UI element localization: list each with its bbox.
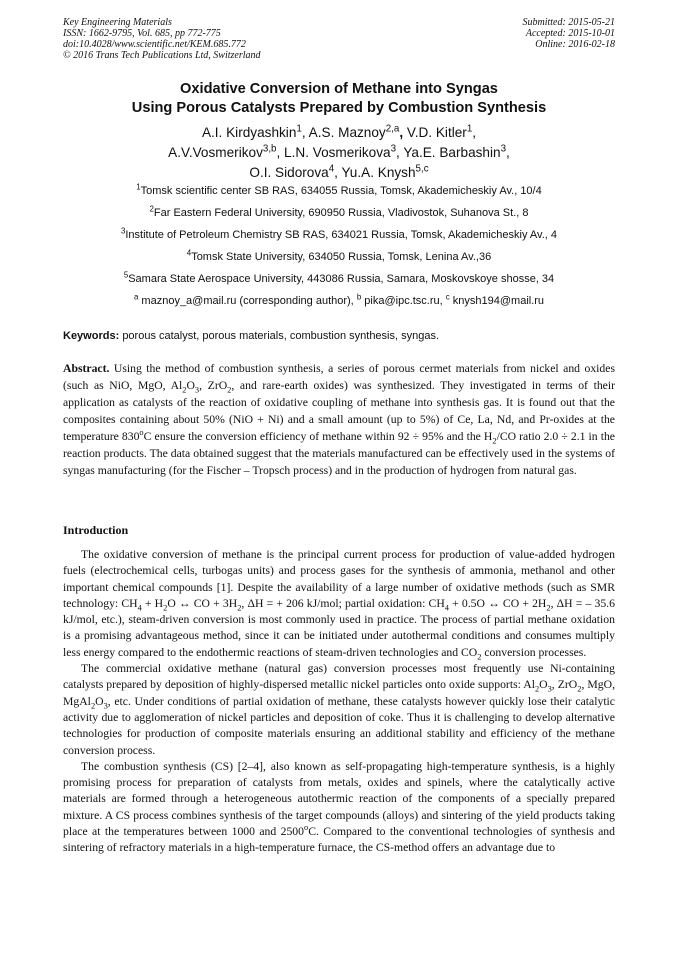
title-line-1: Oxidative Conversion of Methane into Syngas bbox=[180, 81, 498, 97]
keywords bbox=[63, 329, 615, 343]
email-b[interactable]: pika@ipc.tsc.ru, bbox=[364, 295, 443, 307]
author-line-2: A.V.Vosmerikov$^{3,b}$, L.N. Vosmerikova$^3$, Ya.E. Barbashin$^3$, bbox=[168, 143, 510, 160]
author-affil-mark: 1 bbox=[466, 123, 473, 135]
author-name: A.V.Vosmerikov bbox=[168, 145, 263, 160]
author-affil-mark: 4 bbox=[328, 163, 335, 175]
author-line-3: O.I. Sidorova$^4$, Yu.A. Knysh$^{5,c}$ bbox=[249, 163, 429, 180]
keywords-label: Keywords: bbox=[63, 330, 120, 342]
submitted-date: Submitted: 2015-05-21 bbox=[522, 17, 615, 28]
author-name: O.I. Sidorova bbox=[249, 165, 329, 180]
affiliation-item: $^2$Far Eastern Federal University, 690950 Russia, Vladivostok, Suhanova St., 8 bbox=[149, 204, 529, 219]
paper-title bbox=[50, 80, 628, 118]
author-affil-mark: 2,a bbox=[385, 123, 400, 135]
title-line-2: Using Porous Catalysts Prepared by Combustion Synthesis bbox=[131, 100, 547, 116]
author-affil-mark: 3,b bbox=[262, 143, 277, 155]
affiliation-item: $^3$Institute of Petroleum Chemistry SB RAS, 634021 Russia, Tomsk, Akademicheskiy Av., 4 bbox=[120, 226, 558, 241]
journal-info bbox=[63, 17, 261, 61]
email-line: $^a$ maznoy_a@mail.ru (corresponding author), $^b$ pika@ipc.tsc.ru, $^c$ knysh194@mail.ru bbox=[133, 292, 545, 307]
paragraph: The combustion synthesis (CS) [2–4], also known as self-propagating high-temperature synthesis, is a highly promising process for preparation of catalysts from metals, oxides and spinels, where the catalytically active materials are formed through a heterogeneous autothermic reaction of the components of a specially prepared mixture. A CS process combines synthesis of the target compounds (alloys) and sintering of the yield products taking place at the temperatures between 1000 and 2500$^o$C. Compared to the conventional technologies of synthesis and sintering of refractory materials in a high-temperature furnace, the CS-method offers an advantage due to bbox=[63, 759, 615, 855]
author-name: L.N. Vosmerikova bbox=[284, 145, 391, 160]
copyright-line: © 2016 Trans Tech Publications Ltd, Switzerland bbox=[63, 50, 261, 61]
author-name: Yu.A. Knysh bbox=[341, 165, 416, 180]
paragraph: The commercial oxidative methane (natural gas) conversion processes most frequently use Ni-containing catalysts prepared by deposition of highly-dispersed metallic nickel particles onto oxide supports: $Al_2O_3$, ZrO$_2$, MgO, $MgAl_2O_3$, etc. Under conditions of partial oxidation of methane, these catalysts however quickly lose their catalytic activity due to agglomeration of nickel particles and deposition of coke. Thus it is challenging to develop alternative technologies for production of composite materials ensuring an additional stability and efficiency of the methane conversion process. bbox=[63, 662, 615, 757]
affiliation-item: $^1$Tomsk scientific center SB RAS, 634055 Russia, Tomsk, Akademicheskiy Av., 10/4 bbox=[136, 182, 542, 197]
affiliation-item: $^4$Tomsk State University, 634050 Russia, Tomsk, Lenina Av.,36 bbox=[186, 248, 492, 263]
affiliations bbox=[30, 183, 648, 315]
online-date: Online: 2016-02-18 bbox=[535, 39, 615, 50]
author-name: A.I. Kirdyashkin bbox=[201, 125, 297, 140]
author-name: A.S. Maznoy bbox=[308, 125, 386, 140]
email-a[interactable]: maznoy_a@mail.ru (corresponding author), bbox=[141, 295, 354, 307]
author-affil-mark: 5,c bbox=[415, 163, 429, 175]
author-list bbox=[40, 123, 638, 183]
accepted-date: Accepted: 2015-10-01 bbox=[525, 28, 615, 39]
introduction-body bbox=[63, 547, 615, 857]
publication-dates bbox=[523, 17, 616, 50]
paragraph: The oxidative conversion of methane is the principal current process for production of value-added hydrogen fuels (electrochemical cells, turbogas units) and process gases for the synthesis of ammonia, methanol and other important chemical compounds [1]. Despite the availability of a large number of oxidative methods (such as SMR technology: $CH_4 + H_2O$ ↔ CO + $3H_2$, ΔH = + 206 kJ/mol; partial oxidation: $CH_4 + 0.5O$ ↔ CO + $2H_2$, ΔH = – 35.6 kJ/mol, etc.), steam-driven conversion is most commonly used in practice. The process of partial methane oxidation is a promising advantageous method, since it can be initiated under autothermal conditions and consumes multiply less energy compared to the endothermic reactions of steam-driven technologies and $CO_2$ conversion processes. bbox=[63, 548, 615, 662]
author-affil-mark: 1 bbox=[296, 123, 302, 135]
author-name: V.D. Kitler bbox=[406, 125, 467, 140]
author-name: Ya.E. Barbashin bbox=[403, 145, 501, 160]
issn-line: ISSN: 1662-9795, Vol. 685, pp 772-775 bbox=[63, 28, 221, 39]
author-affil-mark: 3 bbox=[500, 143, 507, 155]
journal-name: Key Engineering Materials bbox=[63, 17, 172, 28]
abstract-label: Abstract. bbox=[63, 362, 110, 375]
abstract: Abstract. Using the method of combustion synthesis, a series of porous cermet materials from nickel and oxides (such as NiO, MgO, $Al_2O_3$, ZrO$_2$, and rare-earth oxides) was synthesized. They investigated in terms of their application as catalysts of the reaction of oxidative coupling of methane into synthesis gas. It is found out that the composites containing about 50% (NiO + Ni) and a small amount (up to 5%) of Ce, La, Nd, and Pr-oxides at the temperature 830$^o$C ensure the conversion efficiency of methane within 92 ÷ 95% and the $H_2/CO$ ratio 2.0 ÷ 2.1 in the reaction products. The data obtained suggest that the materials manufactured can be effectively used in the systems of syngas manufacturing (for the Fischer – Tropsch process) and in the production of hydrogen from natural gas. bbox=[63, 362, 615, 477]
section-heading-introduction: Introduction bbox=[63, 523, 129, 537]
email-c[interactable]: knysh194@mail.ru bbox=[452, 295, 545, 307]
keywords-text: porous catalyst, porous materials, combustion synthesis, syngas. bbox=[122, 330, 440, 342]
affiliation-item: $^5$Samara State Aerospace University, 443086 Russia, Samara, Moskovskoye shosse, 34 bbox=[123, 270, 555, 285]
author-line-1: A.I. Kirdyashkin$^1$, A.S. Maznoy$^{2,a}$, V.D. Kitler$^1$, bbox=[201, 123, 477, 140]
doi-line: doi:10.4028/www.scientific.net/KEM.685.772 bbox=[63, 39, 246, 50]
author-affil-mark: 3 bbox=[390, 143, 397, 155]
